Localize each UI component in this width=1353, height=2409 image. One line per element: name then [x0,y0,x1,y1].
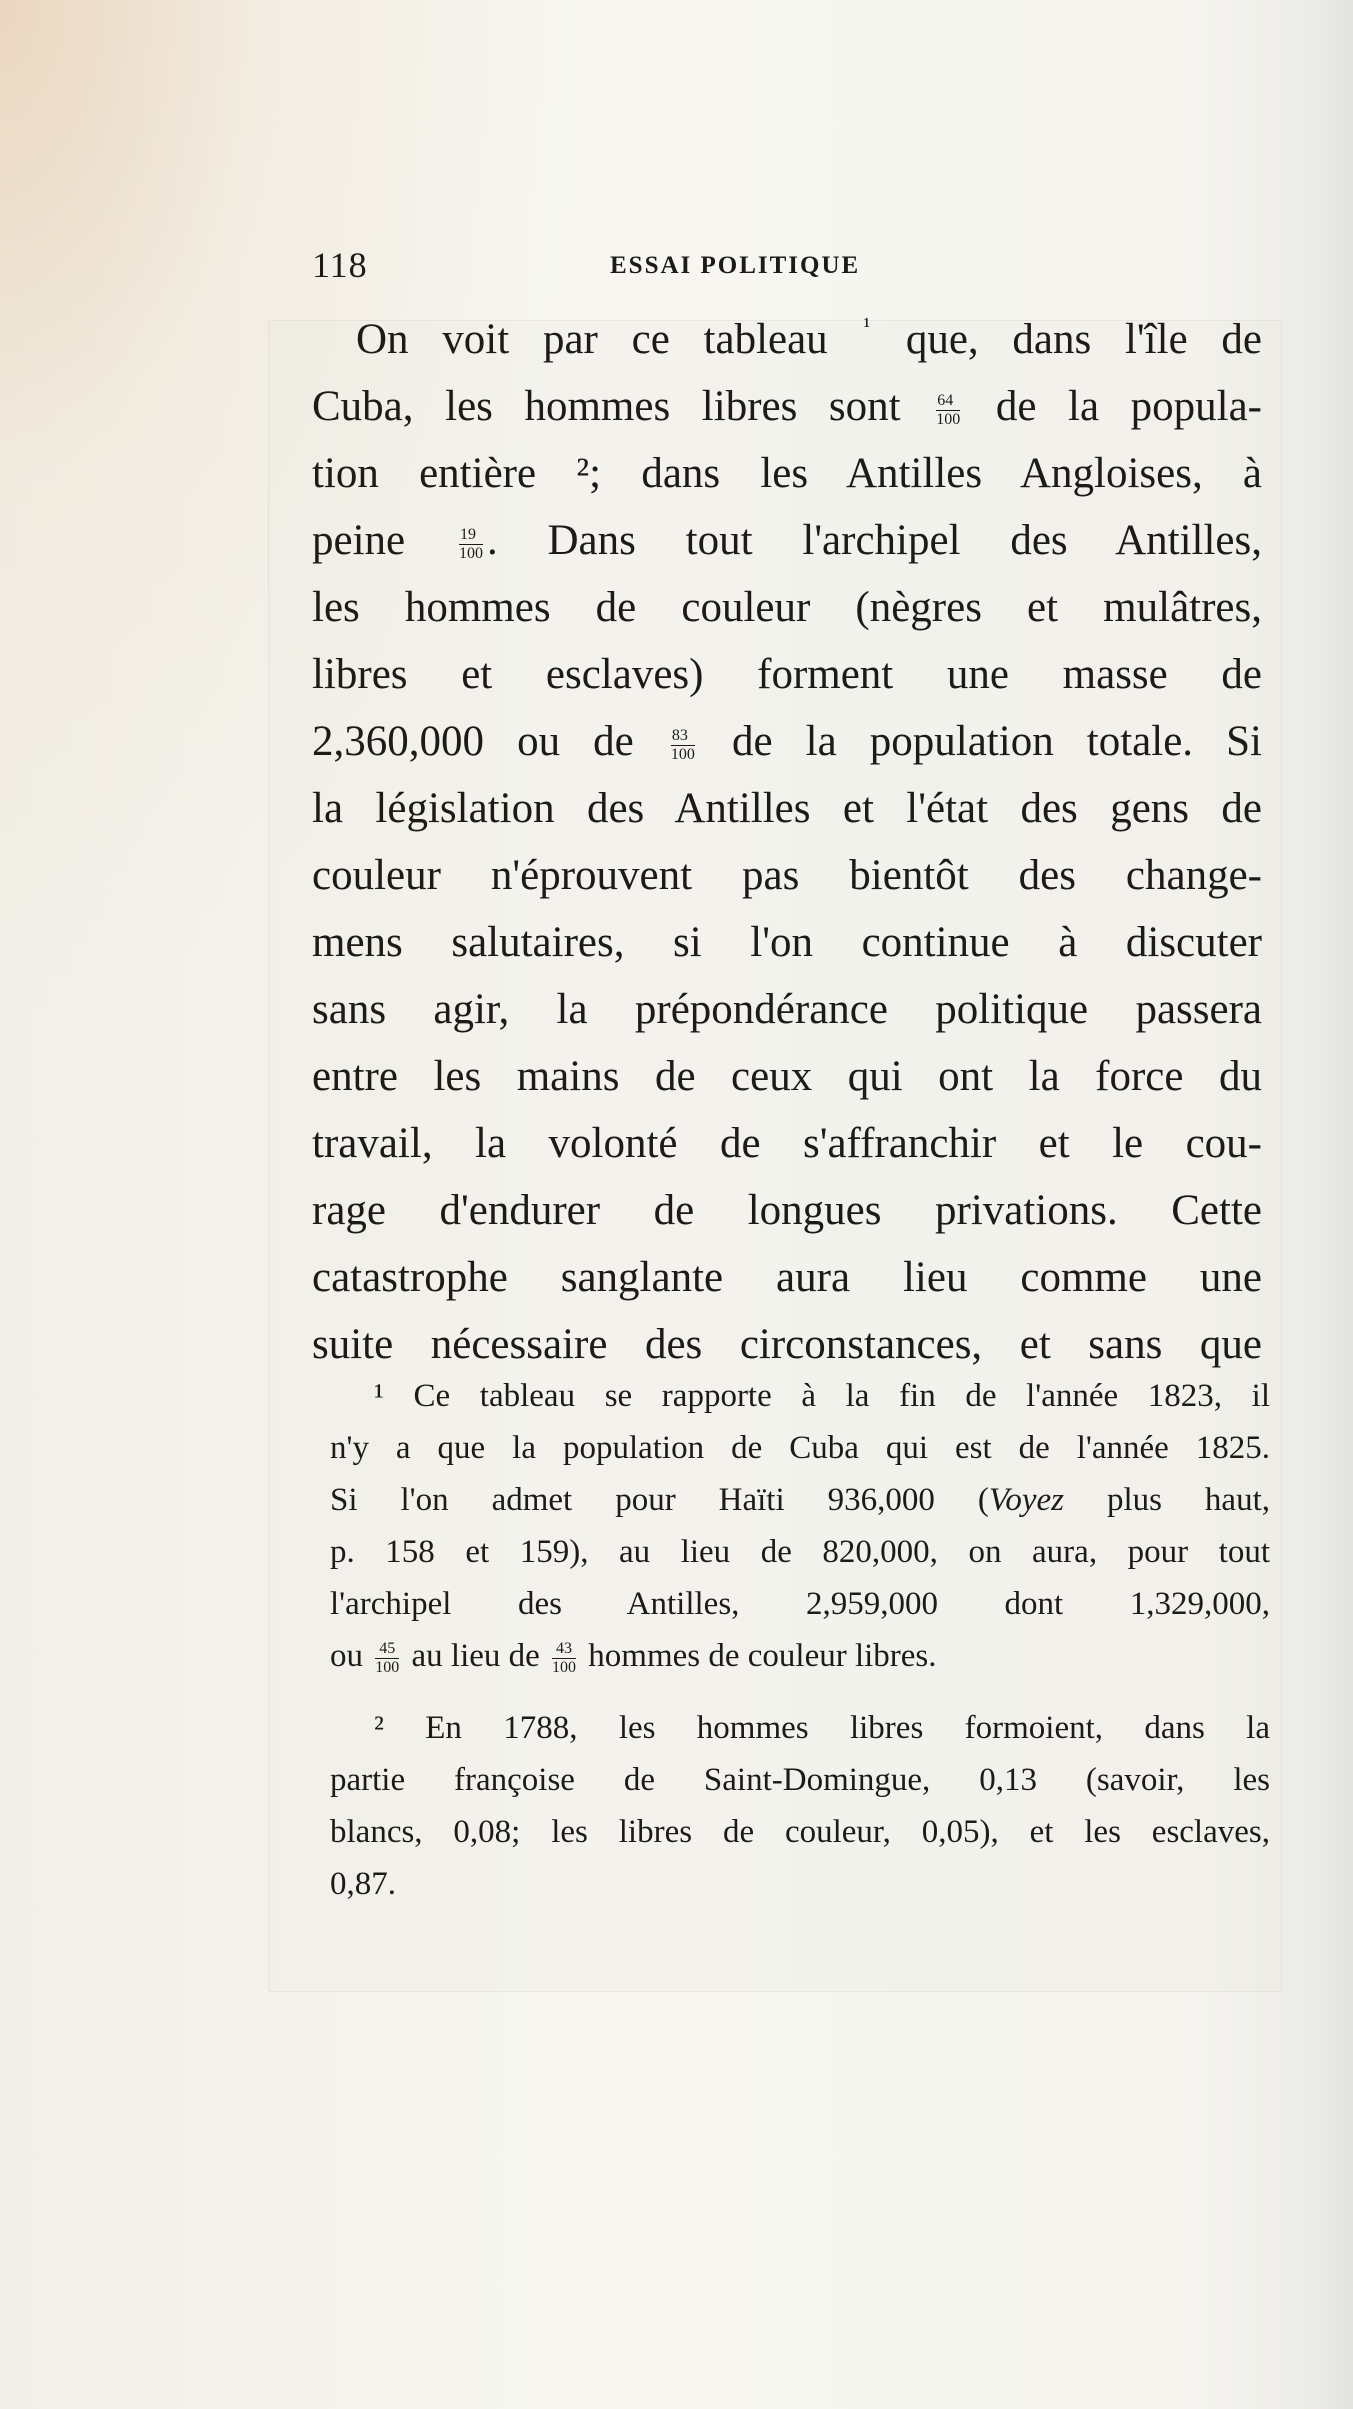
footnote-line: partie françoise de Saint-Domingue, 0,13 (savoir, les [330,1762,1270,1798]
fraction-numerator: 19 [459,527,483,545]
body-text-segment: peine [312,517,406,564]
footnote-line: blancs, 0,08; les libres de couleur, 0,05), et les esclaves, [330,1814,1270,1850]
body-line: la législation des Antilles et l'état des gens de [312,785,1262,832]
page-number: 118 [312,245,368,285]
footnote-text: ¹ Ce tableau se rapporte à la fin de l'année 1823, il [374,1378,1270,1414]
footnote-marker: ¹ [863,313,871,338]
body-line: catastrophe sanglante aura lieu comme une [312,1254,1262,1301]
footnote-italic-text: Voyez [988,1482,1064,1518]
body-line: entre les mains de ceux qui ont la force du [312,1053,1262,1100]
body-line [312,708,1262,775]
body-line: suite nécessaire des circonstances, et sans que [312,1321,1262,1368]
body-line: sans agir, la prépondérance politique passera [312,986,1262,1033]
body-line [312,507,1262,574]
body-line: tion entière ²; dans les Antilles Angloises, à [312,450,1262,497]
footnote-text: au lieu de [411,1638,540,1674]
fraction [459,527,483,562]
body-line: rage d'endurer de longues privations. Cette [312,1187,1262,1234]
fraction [671,728,695,763]
fraction-numerator: 83 [671,728,695,746]
body-text [312,306,1262,1378]
page-heading: ESSAI POLITIQUE [610,252,861,279]
running-head [0,238,1353,298]
fraction-numerator: 64 [936,393,960,411]
body-text-segment: . Dans tout l'archipel des Antilles, [486,517,1262,564]
footnote-line [330,1630,1270,1682]
footnote-line: 0,87. [330,1866,396,1902]
footnote-text: ou [330,1638,363,1674]
footnotes [330,1370,1270,1910]
body-text-segment: Cuba, les hommes libres sont [312,383,901,430]
footnote-line [330,1702,1270,1754]
fraction-numerator: 43 [552,1641,576,1659]
body-line: travail, la volonté de s'affranchir et le cou- [312,1120,1262,1167]
footnote-line [330,1370,1270,1422]
fraction-denominator: 100 [936,410,961,428]
fraction [375,1641,399,1676]
fraction-denominator: 100 [458,544,483,562]
fraction-denominator: 100 [375,1658,400,1676]
footnote-text: plus haut, [1063,1482,1270,1518]
body-text-segment: 2,360,000 ou de [312,718,634,765]
fraction-numerator: 45 [375,1641,399,1659]
footnote-gap [330,1682,1270,1702]
footnote-line: p. 158 et 159), au lieu de 820,000, on aura, pour tout [330,1534,1270,1570]
footnote-line: n'y a que la population de Cuba qui est de l'année 1825. [330,1430,1270,1466]
body-text-segment: de la population totale. Si [731,718,1263,765]
fraction [552,1641,576,1676]
body-line: couleur n'éprouvent pas bientôt des change- [312,852,1262,899]
footnote-text: ² En 1788, les hommes libres formoient, dans la [374,1710,1270,1746]
body-line [312,306,1262,373]
body-line: libres et esclaves) forment une masse de [312,651,1262,698]
fraction-denominator: 100 [670,745,695,763]
body-line: mens salutaires, si l'on continue à discuter [312,919,1262,966]
body-line: les hommes de couleur (nègres et mulâtres, [312,584,1262,631]
footnote-line: l'archipel des Antilles, 2,959,000 dont 1,329,000, [330,1586,1270,1622]
footnote-line [330,1474,1270,1526]
body-text-segment: de la popula- [995,383,1262,430]
fraction-denominator: 100 [552,1658,577,1676]
footnote-text: Si l'on admet pour Haïti 936,000 ( [330,1482,989,1518]
body-line [312,373,1262,440]
body-text-segment: que, dans l'île de [905,316,1263,363]
fraction [936,393,960,428]
footnote-text: hommes de couleur libres. [588,1638,937,1674]
body-text-segment: On voit par ce tableau [356,316,828,363]
